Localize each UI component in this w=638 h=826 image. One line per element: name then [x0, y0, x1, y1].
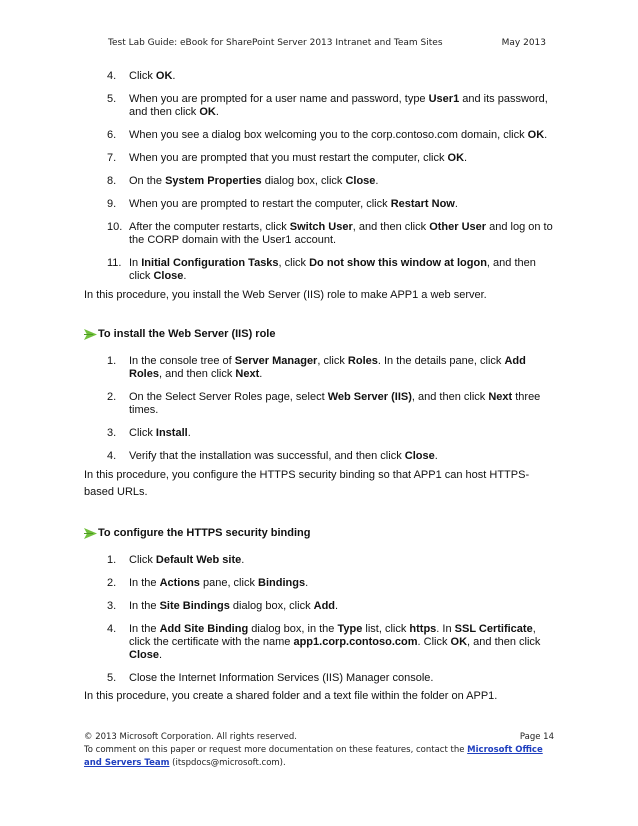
step-number: 1. [107, 554, 117, 566]
ui-term: Add Roles [129, 355, 526, 380]
step-item [107, 450, 554, 463]
step-text-run: . [464, 152, 468, 164]
step-text-run: . [544, 129, 548, 141]
steps-list-https-binding [84, 554, 554, 685]
ui-term: Type [337, 623, 363, 635]
step-text [129, 93, 554, 119]
step-text [129, 221, 554, 247]
heading-text: To configure the HTTPS security binding [98, 527, 311, 539]
heading-text: To install the Web Server (IIS) role [98, 328, 276, 340]
document-title: Test Lab Guide: eBook for SharePoint Server 2013 Intranet and Team Sites [108, 38, 443, 48]
step-text-run: . [241, 554, 245, 566]
ui-term: OK [527, 129, 545, 141]
step-text [129, 623, 554, 662]
ui-term: Roles [347, 355, 378, 367]
step-text-run: dialog box, click [261, 175, 346, 187]
step-item [107, 152, 554, 165]
step-text-run: , and then click [411, 391, 489, 403]
step-text-run: and its password, and then click [129, 93, 548, 118]
step-item [107, 672, 554, 685]
step-text [129, 554, 554, 567]
step-item [107, 600, 554, 613]
step-text-run: When you are prompted to restart the computer, click [129, 198, 391, 210]
step-number: 4. [107, 450, 117, 462]
step-text-run: In [129, 257, 142, 269]
step-text-run: In the console tree of [129, 355, 235, 367]
step-text [129, 198, 554, 211]
ui-term: OK [447, 152, 465, 164]
step-text-run: three times. [129, 391, 541, 416]
ui-term: app1.corp.contoso.com [293, 636, 418, 648]
ui-term: https [409, 623, 437, 635]
ui-term: Site Bindings [159, 600, 230, 612]
ui-term: Close [153, 270, 184, 282]
procedure-arrow-icon [84, 329, 97, 340]
step-text-run: . In the details pane, click [377, 355, 505, 367]
step-text [129, 427, 554, 440]
footer-contact-prefix: To comment on this paper or request more documentation on these features, contact the [84, 745, 468, 755]
ui-term: Close [404, 450, 435, 462]
step-text-run: When you are prompted that you must restart the computer, click [129, 152, 448, 164]
paragraph-share-intro: In this procedure, you create a shared folder and a text file within the folder on APP1. [84, 690, 498, 702]
ui-term: User1 [428, 93, 460, 105]
step-item [107, 355, 554, 381]
step-number: 5. [107, 672, 117, 684]
paragraph-https-intro: In this procedure, you configure the HTTPS security binding so that APP1 can host HTTPS-based URLs. [84, 469, 530, 498]
step-text-run: Click [129, 427, 156, 439]
step-text [129, 175, 554, 188]
step-number: 2. [107, 391, 117, 403]
step-text-run: On the [129, 175, 166, 187]
ui-term: OK [155, 70, 173, 82]
step-text [129, 257, 554, 283]
step-number: 3. [107, 427, 117, 439]
procedure-heading-iis [84, 328, 554, 341]
step-text [129, 129, 554, 142]
step-number: 5. [107, 93, 117, 105]
step-item [107, 93, 554, 119]
ui-term: Initial Configuration Tasks [141, 257, 279, 269]
step-text-run: . [454, 198, 458, 210]
page-footer [84, 731, 554, 770]
ui-term: Close [345, 175, 376, 187]
step-number: 1. [107, 355, 117, 367]
ui-term: Bindings [258, 577, 306, 589]
step-text-run: , click the certificate with the name [129, 623, 536, 648]
step-item [107, 129, 554, 142]
step-text [129, 391, 554, 417]
footer-page-number: Page 14 [519, 732, 554, 742]
page-header [108, 38, 546, 48]
ui-term: OK [199, 106, 216, 118]
step-text-run: and log on to the CORP domain with the User1 account. [129, 221, 553, 246]
step-text [129, 577, 554, 590]
steps-list-install-iis [84, 355, 554, 463]
ui-term: Install [155, 427, 188, 439]
ui-term: OK [450, 636, 468, 648]
ui-term: System Properties [165, 175, 262, 187]
ui-term: Switch User [289, 221, 353, 233]
step-text-run: . In [436, 623, 455, 635]
step-number: 3. [107, 600, 117, 612]
step-item [107, 577, 554, 590]
ui-term: Default Web site [155, 554, 242, 566]
step-item [107, 257, 554, 283]
step-text-run: . Click [417, 636, 451, 648]
step-text-run: , and then click [129, 257, 536, 282]
step-text-run: , click [278, 257, 310, 269]
step-number: 8. [107, 175, 117, 187]
ui-term: Do not show this window at logon [309, 257, 487, 269]
page-content [84, 70, 554, 703]
ui-term: Other User [429, 221, 487, 233]
step-text-run: Close the Internet Information Services (IIS) Manager console. [129, 672, 434, 684]
step-item [107, 623, 554, 662]
step-number: 7. [107, 152, 117, 164]
footer-copyright: © 2013 Microsoft Corporation. All rights reserved. [84, 732, 297, 742]
step-text-run: . [375, 175, 379, 187]
step-item [107, 198, 554, 211]
step-text-run: . [215, 106, 219, 118]
step-text-run: Verify that the installation was successful, and then click [129, 450, 405, 462]
step-item [107, 554, 554, 567]
procedure-heading-https [84, 527, 554, 540]
step-item [107, 427, 554, 440]
step-text-run: After the computer restarts, click [129, 221, 290, 233]
footer-contact [84, 744, 554, 770]
ui-term: Server Manager [234, 355, 318, 367]
contact-team-link[interactable]: Microsoft Office and Servers Team [84, 745, 543, 768]
step-text-run: Click [129, 70, 156, 82]
ui-term: Add [313, 600, 336, 612]
step-text [129, 672, 554, 685]
ui-term: Next [488, 391, 513, 403]
step-item [107, 391, 554, 417]
step-text [129, 152, 554, 165]
step-text-run: . [183, 270, 187, 282]
step-text-run: . [158, 649, 163, 661]
ui-term: Web Server (IIS) [327, 391, 412, 403]
steps-list-join-domain [84, 70, 554, 283]
footer-contact-suffix: (itspdocs@microsoft.com). [169, 758, 286, 768]
step-text-run: pane, click [199, 577, 259, 589]
procedure-arrow-icon [84, 528, 97, 539]
step-number: 4. [107, 623, 117, 635]
step-number: 9. [107, 198, 117, 210]
step-number: 11. [107, 257, 122, 269]
step-text-run: In the [129, 600, 160, 612]
ui-term: SSL Certificate [454, 623, 533, 635]
ui-term: Actions [159, 577, 200, 589]
step-text-run: , and then click [352, 221, 430, 233]
step-number: 2. [107, 577, 117, 589]
step-item [107, 175, 554, 188]
step-text-run: . [434, 450, 438, 462]
step-text-run: In the [129, 577, 160, 589]
step-text-run: . [187, 427, 191, 439]
step-text-run: dialog box, in the [248, 623, 338, 635]
step-text-run: When you see a dialog box welcoming you to the corp.contoso.com domain, click [129, 129, 528, 141]
step-text [129, 600, 554, 613]
step-text-run: , and then click [158, 368, 236, 380]
step-text-run: , and then click [467, 636, 541, 648]
step-number: 4. [107, 70, 117, 82]
ui-term: Restart Now [390, 198, 455, 210]
step-number: 6. [107, 129, 117, 141]
ui-term: Next [235, 368, 260, 380]
step-text-run: dialog box, click [229, 600, 314, 612]
step-text-run: In the [129, 623, 160, 635]
step-text-run: Click [129, 554, 156, 566]
step-text-run: , click [317, 355, 348, 367]
paragraph-iis-intro: In this procedure, you install the Web Server (IIS) role to make APP1 a web server. [84, 289, 487, 301]
ui-term: Close [129, 649, 159, 661]
step-text-run: . [335, 600, 339, 612]
step-text [129, 355, 554, 381]
step-text-run: On the Select Server Roles page, select [129, 391, 328, 403]
step-text-run: . [259, 368, 263, 380]
step-text-run: . [305, 577, 309, 589]
step-text-run: . [172, 70, 176, 82]
step-text-run: list, click [362, 623, 410, 635]
step-number: 10. [107, 221, 123, 233]
step-text-run: When you are prompted for a user name and password, type [129, 93, 429, 105]
document-date: May 2013 [501, 38, 546, 48]
step-text [129, 450, 554, 463]
step-item [107, 70, 554, 83]
step-text [129, 70, 554, 83]
ui-term: Add Site Binding [159, 623, 249, 635]
step-item [107, 221, 554, 247]
